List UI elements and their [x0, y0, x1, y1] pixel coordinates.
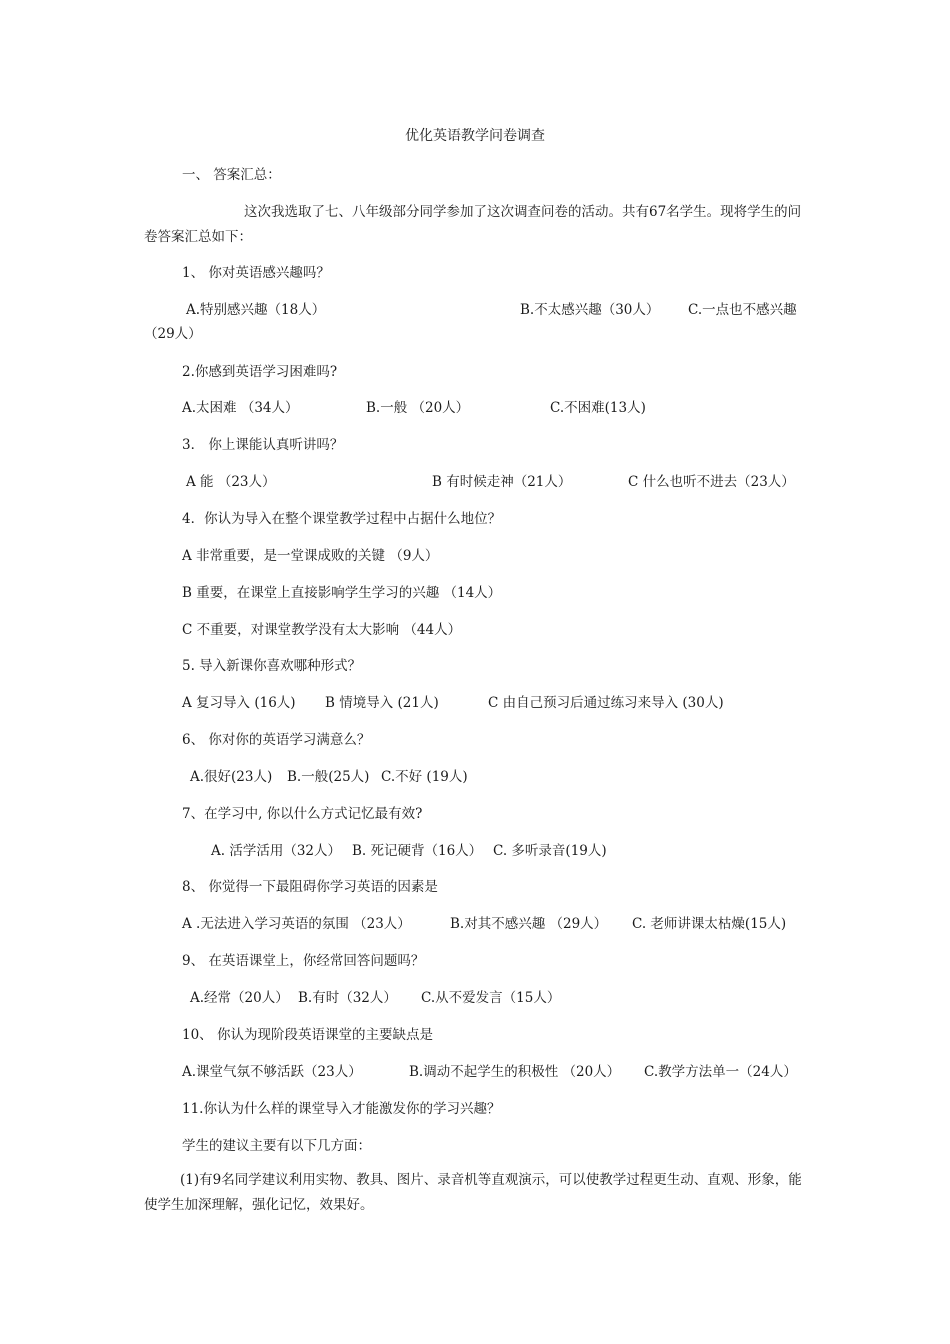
- q1-option-a: A.特别感兴趣（18人）: [186, 302, 326, 318]
- q9-option-a: A.经常（20人）: [190, 990, 289, 1006]
- suggestion-paragraph-1: [144, 1168, 809, 1218]
- q1-option-c: C.一点也不感兴趣: [688, 302, 797, 318]
- q6-option-a: A.很好(23人): [190, 769, 273, 785]
- q5-option-a: A 复习导入 (16人): [182, 695, 296, 711]
- suggestions-intro: 学生的建议主要有以下几方面：: [182, 1138, 371, 1154]
- q1-option-b: B.不太感兴趣（30人）: [520, 302, 660, 318]
- question-2: 2.你感到英语学习困难吗?: [182, 364, 338, 380]
- q9-option-b: B.有时（32人）: [298, 990, 397, 1006]
- q7-option-b: B. 死记硬背（16人）: [352, 843, 483, 859]
- q5-option-c: C 由自己预习后通过练习来导入 (30人): [488, 695, 724, 711]
- q6-option-c: C.不好 (19人): [381, 769, 468, 785]
- q7-option-a: A. 活学活用（32人）: [211, 843, 342, 859]
- q7-option-c: C. 多听录音(19人): [493, 843, 607, 859]
- q3-option-b: B 有时候走神（21人）: [432, 474, 572, 490]
- question-10: 10、 你认为现阶段英语课堂的主要缺点是: [182, 1027, 433, 1043]
- question-11: 11.你认为什么样的课堂导入才能激发你的学习兴趣？: [182, 1101, 501, 1117]
- q8-option-b: B.对其不感兴趣 （29人）: [450, 916, 608, 932]
- q2-option-a: A.太困难 （34人）: [182, 400, 299, 416]
- q8-option-a: A .无法进入学习英语的氛围 （23人）: [182, 916, 411, 932]
- q1-option-c-count: （29人）: [144, 326, 202, 342]
- intro-paragraph: [144, 200, 809, 250]
- q10-option-b: B.调动不起学生的积极性 （20人）: [409, 1064, 621, 1080]
- question-8: 8、 你觉得一下最阻碍你学习英语的因素是: [182, 879, 438, 895]
- q10-option-c: C.教学方法单一（24人）: [644, 1064, 797, 1080]
- question-5: 5. 导入新课你喜欢哪种形式？: [182, 658, 362, 674]
- question-3: 3． 你上课能认真听讲吗？: [182, 437, 344, 453]
- q3-option-a: A 能 （23人）: [186, 474, 276, 490]
- q4-option-a: A 非常重要，是一堂课成败的关键 （9人）: [182, 548, 439, 564]
- q10-option-a: A.课堂气氛不够活跃（23人）: [182, 1064, 362, 1080]
- q5-option-b: B 情境导入 (21人): [325, 695, 439, 711]
- q3-option-c: C 什么也听不进去（23人）: [628, 474, 795, 490]
- question-7: 7、在学习中, 你以什么方式记忆最有效?: [182, 806, 423, 822]
- intro-text: 这次我选取了七、八年级部分同学参加了这次调查问卷的活动。共有67名学生。现将学生的问卷答案汇总如下：: [144, 204, 802, 245]
- q8-option-c: C. 老师讲课太枯燥(15人): [632, 916, 787, 932]
- section-heading: 一、 答案汇总：: [182, 167, 281, 183]
- q6-option-b: B.一般(25人): [287, 769, 370, 785]
- q2-option-c: C.不困难(13人): [550, 400, 646, 416]
- question-9: 9、 在英语课堂上，你经常回答问题吗？: [182, 953, 425, 969]
- question-4: 4．你认为导入在整个课堂教学过程中占据什么地位？: [182, 511, 502, 527]
- question-6: 6、 你对你的英语学习满意么？: [182, 732, 371, 748]
- q4-option-c: C 不重要，对课堂教学没有太大影响 （44人）: [182, 622, 462, 638]
- q4-option-b: B 重要，在课堂上直接影响学生学习的兴趣 （14人）: [182, 585, 502, 601]
- question-1: 1、 你对英语感兴趣吗？: [182, 265, 330, 281]
- document-title: 优化英语教学问卷调查: [405, 128, 545, 144]
- q9-option-c: C.从不爱发言（15人）: [421, 990, 561, 1006]
- q2-option-b: B.一般 （20人）: [366, 400, 470, 416]
- suggestion-1-text: (1)有9名同学建议利用实物、教具、图片、录音机等直观演示，可以使教学过程更生动、直观、形象，能使学生加深理解，强化记忆，效果好。: [144, 1172, 802, 1213]
